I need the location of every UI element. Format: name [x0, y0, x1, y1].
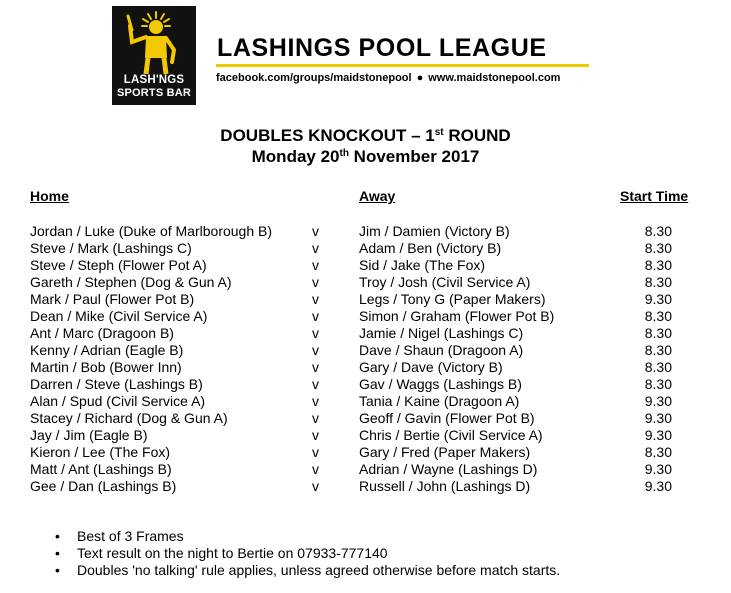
home-team: Jordan / Luke (Duke of Marlborough B): [30, 223, 273, 239]
fixture-row: [0, 342, 731, 359]
versus-label: v: [312, 342, 319, 358]
round-ordinal: st: [434, 127, 444, 138]
start-time: 8.30: [644, 240, 672, 256]
home-team: Kenny / Adrian (Eagle B): [30, 342, 184, 358]
start-time: 9.30: [644, 393, 672, 409]
round-heading: [0, 126, 731, 146]
date-heading-suffix: November 2017: [348, 147, 480, 166]
start-time: 9.30: [644, 291, 672, 307]
date-heading: [0, 147, 731, 167]
logo-line-1: LASH'NGS: [123, 74, 185, 86]
home-column-header: Home: [30, 188, 69, 204]
figure-icon: [112, 6, 196, 76]
away-team: Troy / Josh (Civil Service A): [359, 274, 531, 290]
home-team: Stacey / Richard (Dog & Gun A): [30, 410, 228, 426]
date-ordinal: th: [339, 148, 349, 159]
fixture-row: [0, 257, 731, 274]
note-text: Best of 3 Frames: [77, 528, 184, 544]
note-item: [55, 562, 560, 579]
away-team: Jim / Damien (Victory B): [359, 223, 510, 239]
fixture-row: [0, 240, 731, 257]
separator-dot: ●: [416, 72, 424, 84]
header-links: [216, 71, 560, 85]
away-team: Gary / Dave (Victory B): [359, 359, 503, 375]
fixture-row: [0, 274, 731, 291]
home-team: Ant / Marc (Dragoon B): [30, 325, 174, 341]
versus-label: v: [312, 291, 319, 307]
start-time: 9.30: [644, 461, 672, 477]
note-item: [55, 545, 560, 562]
start-time-column-header: Start Time: [620, 188, 689, 204]
away-team: Legs / Tony G (Paper Makers): [359, 291, 546, 307]
versus-label: v: [312, 240, 319, 256]
facebook-link[interactable]: facebook.com/groups/maidstonepool: [216, 72, 412, 84]
versus-label: v: [312, 410, 319, 426]
away-team: Russell / John (Lashings D): [359, 478, 531, 494]
away-team: Simon / Graham (Flower Pot B): [359, 308, 555, 324]
start-time: 8.30: [644, 223, 672, 239]
lashings-logo: [112, 6, 196, 105]
versus-label: v: [312, 223, 319, 239]
start-time: 8.30: [644, 274, 672, 290]
start-time: 8.30: [644, 342, 672, 358]
start-time: 8.30: [644, 325, 672, 341]
fixture-row: [0, 444, 731, 461]
bullet-icon: •: [55, 528, 60, 544]
versus-label: v: [312, 257, 319, 273]
away-column-header: Away: [359, 188, 396, 204]
away-team: Tania / Kaine (Dragoon A): [359, 393, 520, 409]
fixture-row: [0, 325, 731, 342]
away-team: Sid / Jake (The Fox): [359, 257, 486, 273]
start-time: 8.30: [644, 444, 672, 460]
versus-label: v: [312, 461, 319, 477]
fixture-row: [0, 461, 731, 478]
start-time: 9.30: [644, 478, 672, 494]
versus-label: v: [312, 274, 319, 290]
away-team: Adam / Ben (Victory B): [359, 240, 502, 256]
start-time: 8.30: [644, 308, 672, 324]
home-team: Jay / Jim (Eagle B): [30, 427, 148, 443]
home-team: Steve / Mark (Lashings C): [30, 240, 192, 256]
home-team: Dean / Mike (Civil Service A): [30, 308, 208, 324]
away-team: Dave / Shaun (Dragoon A): [359, 342, 524, 358]
start-time: 8.30: [644, 359, 672, 375]
start-time: 9.30: [644, 410, 672, 426]
fixture-row: [0, 427, 731, 444]
home-team: Alan / Spud (Civil Service A): [30, 393, 206, 409]
home-team: Darren / Steve (Lashings B): [30, 376, 203, 392]
away-team: Adrian / Wayne (Lashings D): [359, 461, 538, 477]
fixture-row: [0, 308, 731, 325]
home-team: Mark / Paul (Flower Pot B): [30, 291, 195, 307]
home-team: Matt / Ant (Lashings B): [30, 461, 172, 477]
away-team: Chris / Bertie (Civil Service A): [359, 427, 543, 443]
note-text: Doubles 'no talking' rule applies, unless agreed otherwise before match starts.: [77, 562, 561, 578]
versus-label: v: [312, 444, 319, 460]
home-team: Gee / Dan (Lashings B): [30, 478, 177, 494]
bullet-icon: •: [55, 562, 60, 578]
fixture-row: [0, 291, 731, 308]
versus-label: v: [312, 376, 319, 392]
home-team: Steve / Steph (Flower Pot A): [30, 257, 207, 273]
league-title: LASHINGS POOL LEAGUE: [217, 34, 547, 62]
date-heading-text: Monday 20: [251, 147, 340, 166]
home-team: Gareth / Stephen (Dog & Gun A): [30, 274, 232, 290]
fixture-row: [0, 410, 731, 427]
home-team: Kieron / Lee (The Fox): [30, 444, 171, 460]
note-item: [55, 528, 560, 545]
fixture-row: [0, 478, 731, 495]
fixture-row: [0, 376, 731, 393]
start-time: 8.30: [644, 376, 672, 392]
website-link[interactable]: www.maidstonepool.com: [428, 72, 561, 84]
versus-label: v: [312, 325, 319, 341]
round-heading-text: DOUBLES KNOCKOUT – 1: [220, 126, 435, 145]
versus-label: v: [312, 393, 319, 409]
round-heading-suffix: ROUND: [443, 126, 511, 145]
start-time: 9.30: [644, 427, 672, 443]
away-team: Gav / Waggs (Lashings B): [359, 376, 522, 392]
home-team: Martin / Bob (Bower Inn): [30, 359, 182, 375]
fixture-row: [0, 223, 731, 240]
fixture-row: [0, 393, 731, 410]
versus-label: v: [312, 308, 319, 324]
versus-label: v: [312, 427, 319, 443]
logo-line-2: SPORTS BAR: [116, 87, 192, 99]
away-team: Gary / Fred (Paper Makers): [359, 444, 531, 460]
away-team: Geoff / Gavin (Flower Pot B): [359, 410, 535, 426]
fixture-row: [0, 359, 731, 376]
versus-label: v: [312, 359, 319, 375]
start-time: 8.30: [644, 257, 672, 273]
notes-list: [55, 528, 560, 579]
bullet-icon: •: [55, 545, 60, 561]
versus-label: v: [312, 478, 319, 494]
title-underline: [216, 64, 589, 67]
note-text: Text result on the night to Bertie on 07933-777140: [77, 545, 388, 561]
fixtures-list: [0, 223, 731, 495]
away-team: Jamie / Nigel (Lashings C): [359, 325, 524, 341]
